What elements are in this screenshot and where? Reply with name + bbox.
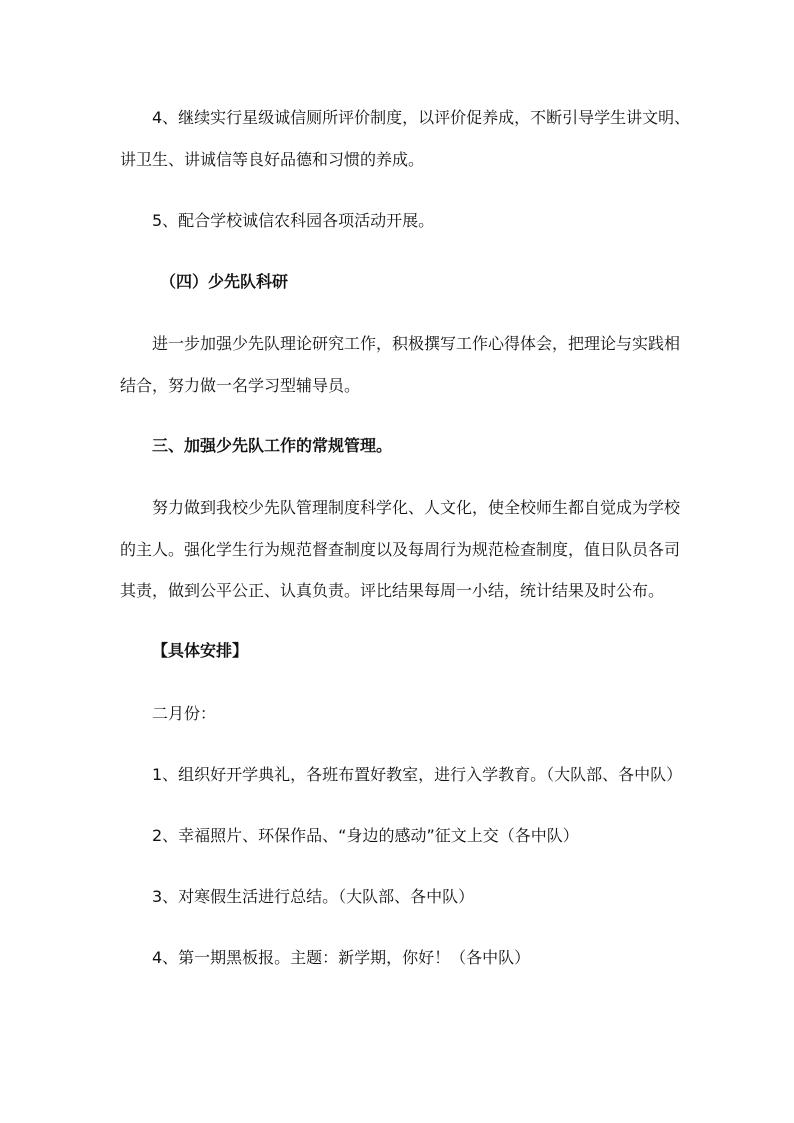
list-item: 2、幸福照片、环保作品、“身边的感动”征文上交（各中队） [152,826,579,845]
paragraph-line: 其责，做到公平公正、认真负责。评比结果每周一小结，统计结果及时公布。 [120,581,665,600]
paragraph-line: 4、继续实行星级诚信厕所评价制度，以评价促养成，不断引导学生讲文明、 [152,108,691,127]
paragraph-line: 努力做到我校少先队管理制度科学化、人文化，使全校师生都自觉成为学校 [152,498,681,517]
section-heading: （四）少先队科研 [160,272,289,291]
list-item: 3、对寒假生活进行总结。（大队部、各中队） [152,887,475,906]
list-item: 1、组织好开学典礼，各班布置好教室，进行入学教育。（大队部、各中队） [152,765,683,784]
paragraph-line: 二月份： [152,704,217,723]
section-heading: 三、加强少先队工作的常规管理。 [152,436,393,455]
section-heading: 【具体安排】 [152,641,249,660]
paragraph-line: 进一步加强少先队理论研究工作，积极撰写工作心得体会，把理论与实践相 [152,334,681,353]
paragraph-line: 的主人。强化学生行为规范督查制度以及每周行为规范检查制度，值日队员各司 [120,540,681,559]
paragraph-line: 讲卫生、讲诚信等良好品德和习惯的养成。 [120,150,425,169]
list-item: 4、第一期黑板报。主题：新学期，你好！（各中队） [152,948,531,967]
paragraph-line: 5、配合学校诚信农科园各项活动开展。 [152,211,435,230]
paragraph-line: 结合，努力做一名学习型辅导员。 [120,376,361,395]
